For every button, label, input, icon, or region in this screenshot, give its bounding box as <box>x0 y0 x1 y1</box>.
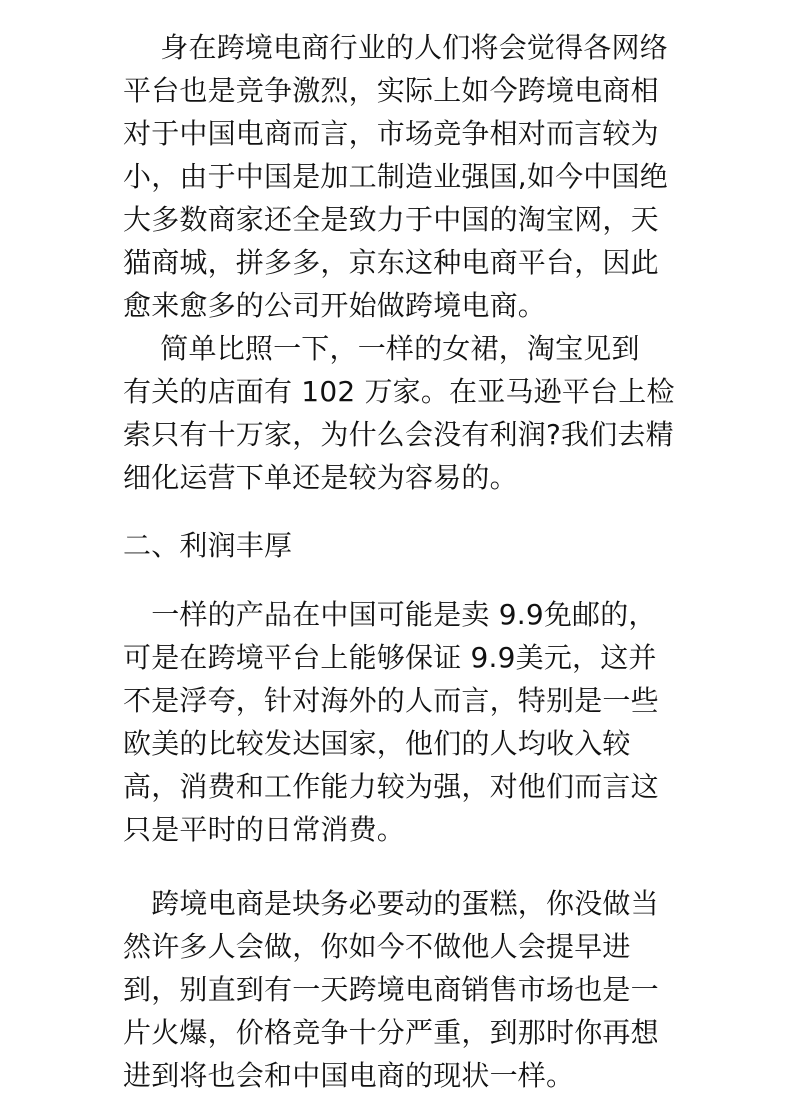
text-line: 平台也是竞争激烈，实际上如今跨境电商相 <box>123 74 659 107</box>
text-line: 进到将也会和中国电商的现状一样。 <box>123 1059 575 1092</box>
text-line: 跨境电商是块务必要动的蛋糕，你没做当 <box>123 887 659 920</box>
text-line: 有关的店面有 102 万家。在亚马逊平台上检 <box>123 375 675 408</box>
text-line: 简单比照一下，一样的女裙，淘宝见到 <box>123 332 640 365</box>
text-line: 只是平时的日常消费。 <box>123 813 406 846</box>
text-line: 对于中国电商而言，市场竞争相对而言较为 <box>123 117 659 150</box>
text-line: 细化运营下单还是较为容易的。 <box>123 461 518 494</box>
text-line: 片火爆，价格竞争十分严重，到那时你再想 <box>123 1016 659 1049</box>
text-line: 一样的产品在中国可能是卖 9.9免邮的， <box>123 598 657 631</box>
text-line: 身在跨境电商行业的人们将会觉得各网络 <box>123 31 668 64</box>
text-line: 高，消费和工作能力较为强，对他们而言这 <box>123 770 659 803</box>
section-heading: 二、利润丰厚 <box>123 529 293 562</box>
text-line: 可是在跨境平台上能够保证 9.9美元，这并 <box>123 641 657 674</box>
text-line: 索只有十万家，为什么会没有利润?我们去精 <box>123 418 674 451</box>
text-line: 欧美的比较发达国家，他们的人均收入较 <box>123 727 631 760</box>
text-line: 到，别直到有一天跨境电商销售市场也是一 <box>123 973 659 1006</box>
text-line: 大多数商家还全是致力于中国的淘宝网，天 <box>123 203 659 236</box>
text-line: 小，由于中国是加工制造业强国,如今中国绝 <box>123 160 668 193</box>
text-line: 不是浮夸，针对海外的人而言，特别是一些 <box>123 684 659 717</box>
text-line: 然许多人会做，你如今不做他人会提早进 <box>123 930 631 963</box>
text-line: 愈来愈多的公司开始做跨境电商。 <box>123 289 547 322</box>
text-line: 猫商城，拼多多，京东这种电商平台，因此 <box>123 246 659 279</box>
